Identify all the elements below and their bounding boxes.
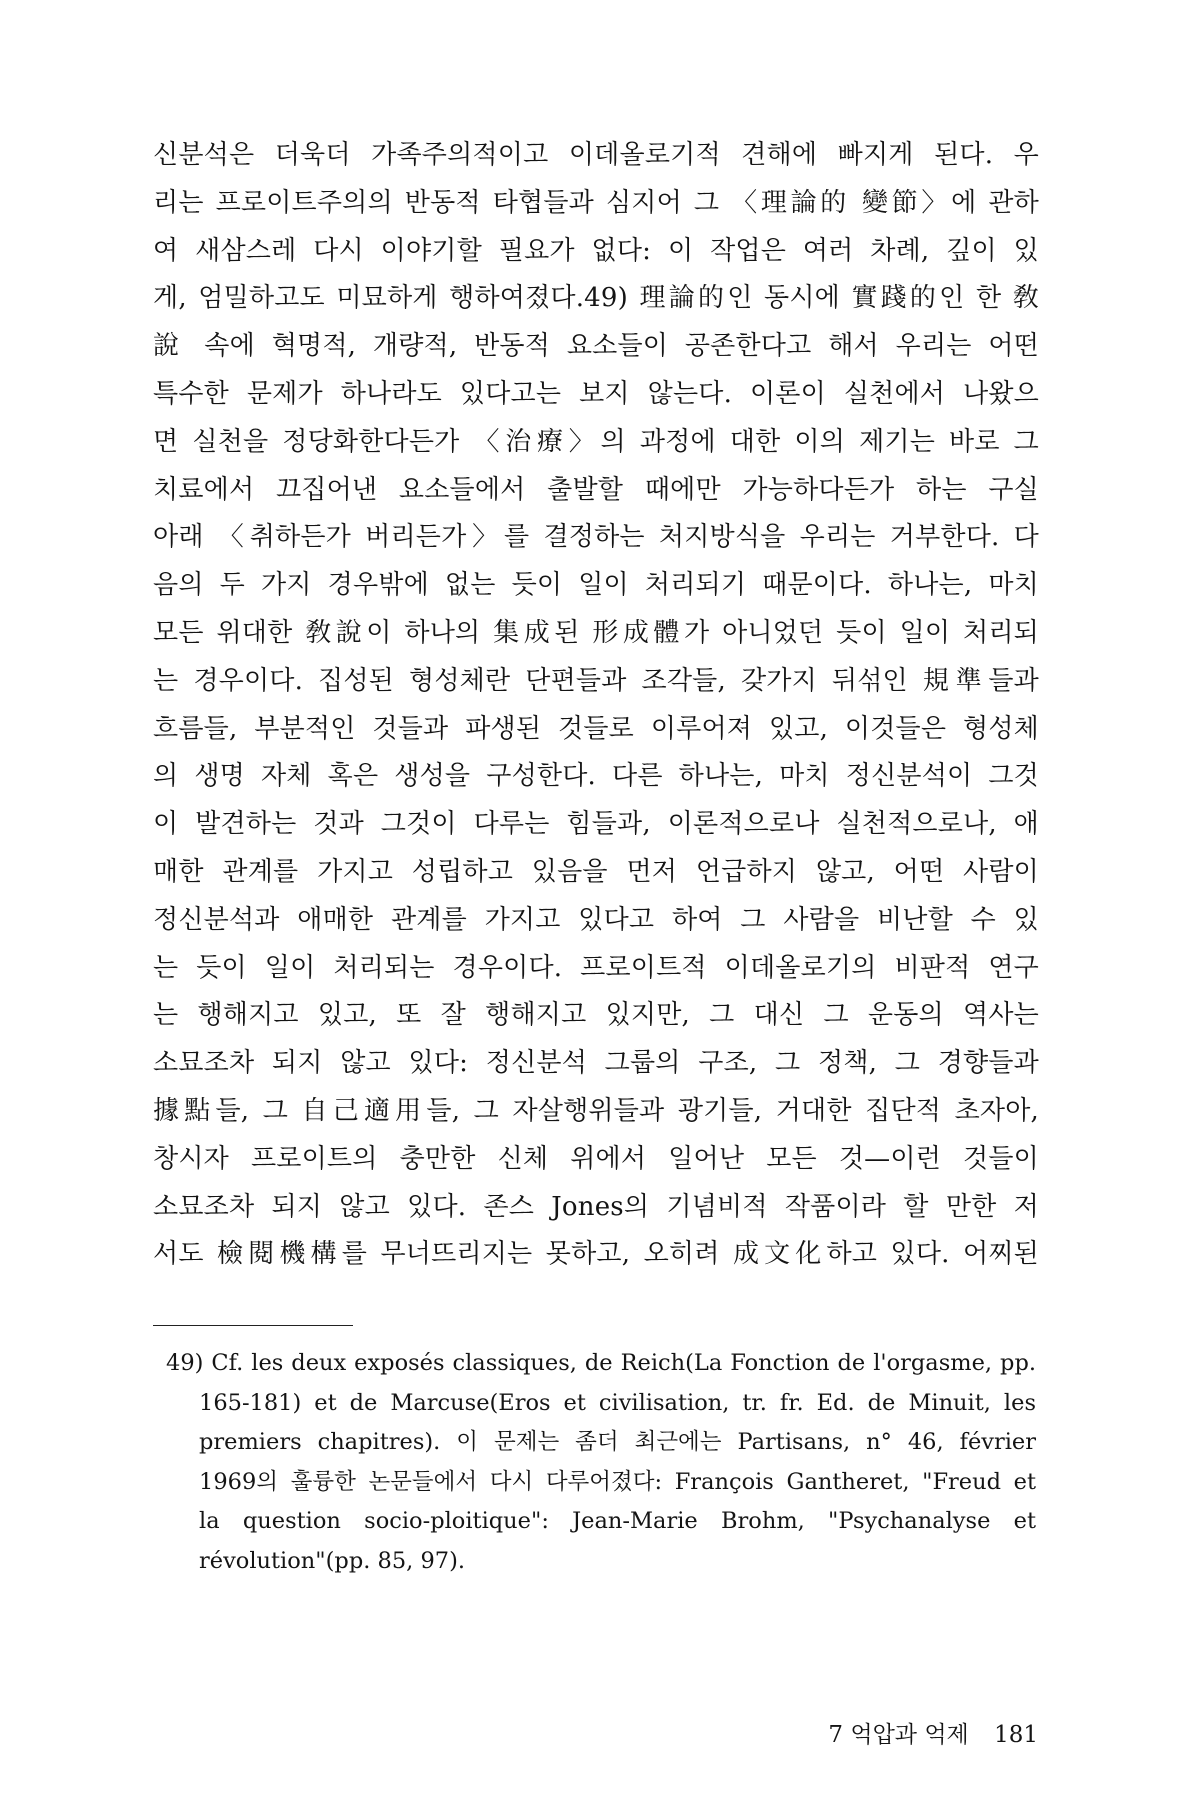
body-line: 는 행해지고 있고, 또 잘 행해지고 있지만, 그 대신 그 운동의 역사는 xyxy=(153,1000,1039,1031)
body-line: 매한 관계를 가지고 성립하고 있음을 먼저 언급하지 않고, 어떤 사람이 xyxy=(153,856,1039,887)
footnote-line: 49) Cf. les deux exposés classiques, de Reich(La Fonction de l'orgasme, pp. xyxy=(166,1350,1036,1376)
body-line: 아래 〈취하든가 버리든가〉를 결정하는 처지방식을 우리는 거부한다. 다 xyxy=(153,522,1039,553)
body-text xyxy=(153,132,1039,1279)
footnote-line: la question socio-ploitique": Jean-Marie Brohm, "Psychanalyse et xyxy=(199,1508,1036,1534)
body-line: 이 발견하는 것과 그것이 다루는 힘들과, 이론적으로나 실천적으로나, 애 xyxy=(153,809,1039,840)
body-line: 모든 위대한 敎說이 하나의 集成된 形成體가 아니었던 듯이 일이 처리되 xyxy=(153,617,1039,648)
running-footer xyxy=(828,1720,1038,1750)
body-line: 說 속에 혁명적, 개량적, 반동적 요소들이 공존한다고 해서 우리는 어떤 xyxy=(153,331,1039,362)
body-line: 치료에서 끄집어낸 요소들에서 출발할 때에만 가능하다든가 하는 구실 xyxy=(153,474,1039,505)
body-line: 는 듯이 일이 처리되는 경우이다. 프로이트적 이데올로기의 비판적 연구 xyxy=(153,952,1039,983)
body-line: 리는 프로이트주의의 반동적 타협들과 심지어 그 〈理論的 變節〉에 관하 xyxy=(153,187,1039,218)
body-line: 흐름들, 부분적인 것들과 파생된 것들로 이루어져 있고, 이것들은 형성체 xyxy=(153,713,1039,744)
body-line: 여 새삼스레 다시 이야기할 필요가 없다: 이 작업은 여러 차례, 깊이 있 xyxy=(153,235,1039,266)
body-line: 신분석은 더욱더 가족주의적이고 이데올로기적 견해에 빠지게 된다. 우 xyxy=(153,140,1039,170)
page-number: 181 xyxy=(994,1722,1038,1748)
body-line: 음의 두 가지 경우밖에 없는 듯이 일이 처리되기 때문이다. 하나는, 마치 xyxy=(153,570,1039,601)
body-line: 창시자 프로이트의 충만한 신체 위에서 일어난 모든 것—이런 것들이 xyxy=(153,1143,1039,1174)
body-line: 는 경우이다. 집성된 형성체란 단편들과 조각들, 갖가지 뒤섞인 規準들과 xyxy=(153,665,1039,696)
footnote-line: 165-181) et de Marcuse(Eros et civilisation, tr. fr. Ed. de Minuit, les xyxy=(199,1389,1036,1416)
body-line: 소묘조차 되지 않고 있다: 정신분석 그룹의 구조, 그 정책, 그 경향들과 xyxy=(153,1048,1039,1079)
footnote-line: premiers chapitres). 이 문제는 좀더 최근에는 Partisans, n° 46, février xyxy=(199,1429,1036,1455)
chapter-title: 7 억압과 억제 xyxy=(828,1722,969,1748)
body-line: 소묘조차 되지 않고 있다. 존스 Jones의 기념비적 작품이라 할 만한 저 xyxy=(153,1191,1039,1222)
footnote-49 xyxy=(166,1344,1036,1581)
body-line: 정신분석과 애매한 관계를 가지고 있다고 하여 그 사람을 비난할 수 있 xyxy=(153,904,1039,935)
body-line: 면 실천을 정당화한다든가 〈治療〉의 과정에 대한 이의 제기는 바로 그 xyxy=(153,426,1039,457)
footnote-divider xyxy=(153,1325,353,1326)
body-line: 특수한 문제가 하나라도 있다고는 보지 않는다. 이론이 실천에서 나왔으 xyxy=(153,378,1039,409)
body-line: 의 생명 자체 혹은 생성을 구성한다. 다른 하나는, 마치 정신분석이 그것 xyxy=(153,761,1039,792)
footnote-line: 1969의 훌륭한 논문들에서 다시 다루어졌다: François Gantheret, "Freud et xyxy=(199,1468,1036,1495)
footnote-line: révolution"(pp. 85, 97). xyxy=(199,1547,466,1574)
body-line: 게, 엄밀하고도 미묘하게 행하여졌다.49) 理論的인 동시에 實踐的인 한 敎 xyxy=(153,283,1039,314)
body-line: 서도 檢閱機構를 무너뜨리지는 못하고, 오히려 成文化하고 있다. 어찌된 xyxy=(153,1239,1039,1270)
body-line: 據點들, 그 自己適用들, 그 자살행위들과 광기들, 거대한 집단적 초자아, xyxy=(153,1095,1039,1126)
